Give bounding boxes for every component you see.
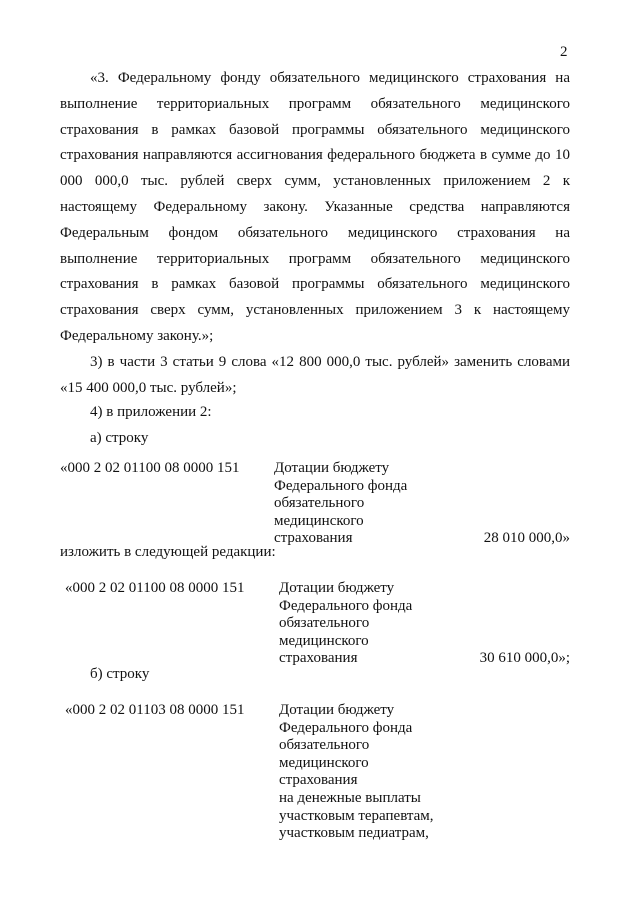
sub-item-b: б) строку [90, 666, 150, 682]
row-description-line: страхования [279, 650, 358, 667]
intro-paragraph: «3. Федеральному фонду обязательного медицинского страхования на выполнение территориальных программ обязательного медицинского страхования в рамках базовой программы обязательного медицинского страхования направляются ассигнования федерального бюджета в сумме до 10 000 000,0 тыс. рублей сверх сумм, установленных приложением 2 к настоящему Федеральному закону. Указанные средства направляются Федеральным фондом обязательного медицинского страхования на выполнение территориальных программ обязательного медицинского страхования в рамках базовой программы обязательного медицинского страхования сверх сумм, установленных приложением 3 к настоящему Федеральному закону.»; [60, 70, 570, 344]
row-description-line: медицинского [279, 754, 369, 771]
page-number: 2 [560, 44, 568, 60]
row-description-line: Дотации бюджету [279, 580, 395, 596]
row-amount: 28 010 000,0» [483, 530, 570, 546]
row-amount: 30 610 000,0»; [479, 650, 570, 666]
row-description-line: Федерального фонда [279, 719, 413, 736]
row-code: «000 2 02 01100 08 0000 151 [65, 580, 245, 596]
row-description-line: обязательного [274, 495, 365, 512]
replace-phrase: изложить в следующей редакции: [60, 544, 276, 560]
row-description-line: Дотации бюджету [274, 460, 390, 476]
row-description-line: медицинского [274, 512, 364, 529]
row-description [274, 460, 454, 548]
row-description-line: на денежные выплаты [279, 789, 421, 806]
row-description-line: обязательного [279, 737, 370, 754]
row-description-line: Федерального фонда [279, 597, 413, 614]
sub-item-a: а) строку [90, 430, 149, 446]
row-description-line: участковым педиатрам, [279, 825, 429, 842]
item-3-paragraph: 3) в части 3 статьи 9 слова «12 800 000,0 тыс. рублей» заменить словами «15 400 000,0 тыс. рублей»; [60, 354, 570, 396]
item-4-heading: 4) в приложении 2: [90, 404, 212, 420]
row-description-line: страхования [274, 530, 353, 547]
row-code: «000 2 02 01100 08 0000 151 [60, 460, 240, 476]
row-description-line: участковым терапевтам, [279, 807, 434, 824]
row-description-line: медицинского [279, 632, 369, 649]
row-description-line: страхования [279, 772, 358, 789]
row-code: «000 2 02 01103 08 0000 151 [65, 702, 245, 718]
row-description [279, 702, 459, 843]
row-description-line: обязательного [279, 615, 370, 632]
row-description-line: Федерального фонда [274, 477, 408, 494]
row-description-line: Дотации бюджету [279, 702, 395, 718]
row-description [279, 580, 459, 668]
